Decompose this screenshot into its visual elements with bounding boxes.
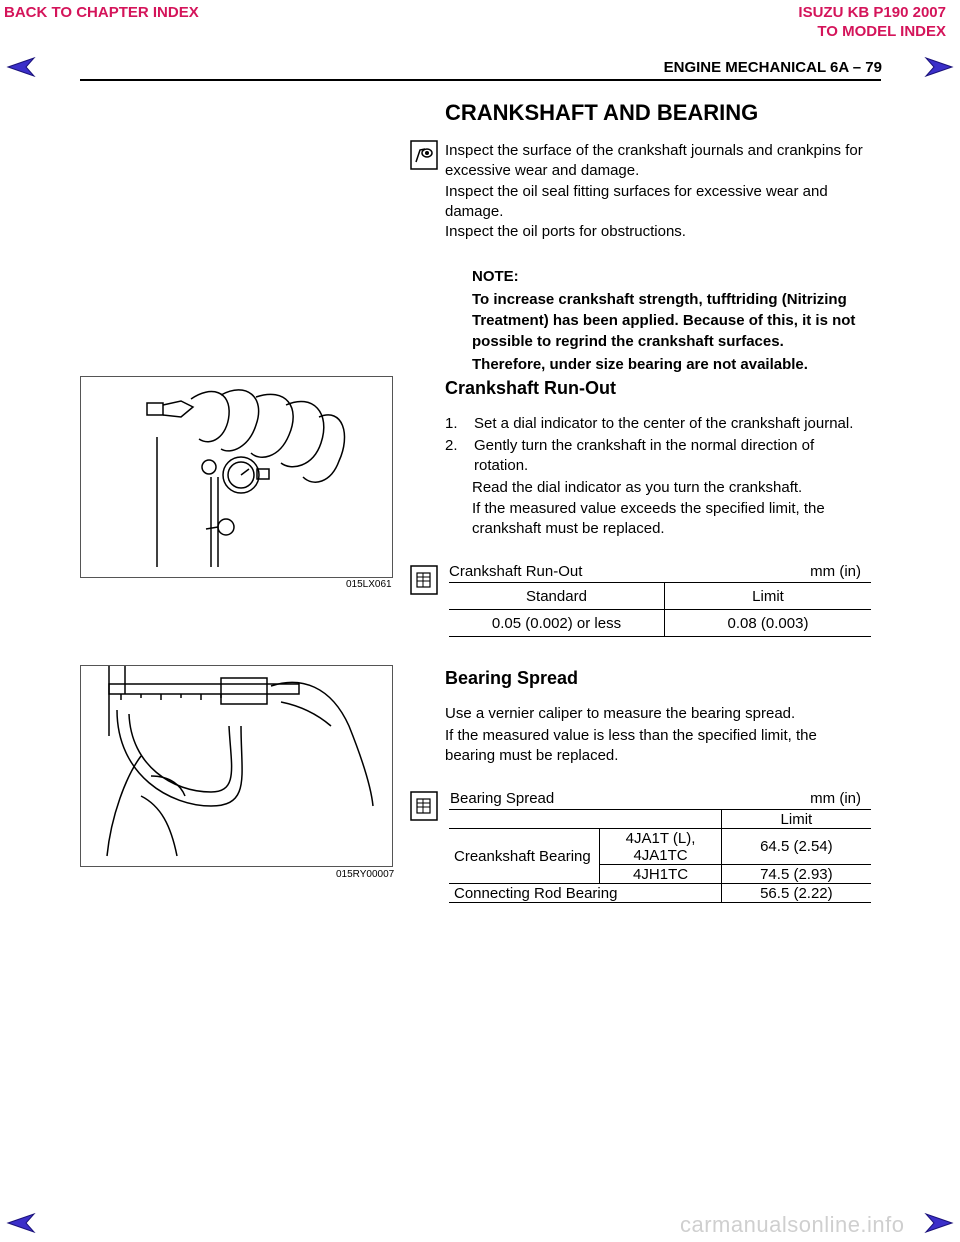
runout-col-limit: Limit (752, 587, 784, 605)
next-page-arrow-icon[interactable] (924, 56, 954, 78)
runout-step-2-limit: If the measured value exceeds the specified limit, the crankshaft must be replaced. (472, 500, 825, 537)
spread-table-caption (450, 790, 871, 807)
spread-row-crankshaft-val2: 74.5 (2.93) (760, 865, 833, 883)
runout-step-2-number: 2. (445, 437, 458, 454)
previous-page-arrow-icon-bottom[interactable] (6, 1212, 36, 1234)
note-label: NOTE: (472, 268, 519, 285)
runout-spec-table (449, 582, 871, 637)
spread-header-blank (449, 810, 721, 829)
previous-page-arrow-icon[interactable] (6, 56, 36, 78)
spread-paragraph-2: If the measured value is less than the specified limit, the bearing must be replaced. (445, 727, 817, 764)
inspect-icon (410, 140, 438, 170)
inspect-paragraph-1: Inspect the surface of the crankshaft journals and crankpins for excessive wear and damage. (445, 142, 863, 179)
header-rule (80, 79, 881, 81)
figure-caption-runout: 015LX061 (346, 579, 392, 590)
vernier-caliper-illustration (81, 666, 392, 866)
spread-heading: Bearing Spread (445, 668, 579, 688)
runout-table-title: Crankshaft Run-Out (449, 563, 583, 580)
footer-watermark: carmanualsonline.info (680, 1212, 905, 1237)
figure-caption-spread: 015RY00007 (336, 869, 395, 880)
runout-step-2: Gently turn the crankshaft in the normal direction of rotation. (474, 437, 815, 474)
runout-col-standard: Standard (449, 583, 665, 610)
spread-row-crankshaft-sub1-line2: 4JA1TC (633, 846, 688, 864)
model-title-link[interactable]: ISUZU KB P190 2007 (798, 4, 946, 21)
next-page-arrow-icon-bottom[interactable] (924, 1212, 954, 1234)
runout-step-2-read: Read the dial indicator as you turn the crankshaft. (472, 479, 803, 496)
spread-spec-table (449, 809, 871, 903)
bearing-spread-figure (80, 665, 393, 867)
spread-table-unit: mm (in) (810, 790, 861, 807)
runout-heading: Crankshaft Run-Out (445, 378, 616, 398)
runout-table-caption (449, 563, 871, 580)
spread-row-crankshaft-sub2: 4JH1TC (600, 865, 721, 884)
spread-row-crankshaft-sub1-line1: 4JA1T (L), (625, 829, 696, 847)
spread-row-conrod-label: Connecting Rod Bearing (449, 884, 721, 903)
spread-table-title: Bearing Spread (450, 790, 555, 807)
note-text: To increase crankshaft strength, tufftriding (Nitrizing Treatment) has been applied. Because of this, it is not possible to regrind the crankshaft surfaces. (472, 291, 856, 350)
page-title: CRANKSHAFT AND BEARING (445, 100, 759, 125)
crankshaft-dial-indicator-illustration (81, 377, 392, 577)
runout-limit-value: 0.08 (0.003) (727, 614, 809, 632)
spread-row-crankshaft-label: Creankshaft Bearing (449, 829, 600, 884)
spread-row-crankshaft-sub1 (600, 829, 721, 865)
runout-standard-value: 0.05 (0.002) or less (449, 610, 665, 637)
back-to-chapter-index-link[interactable]: BACK TO CHAPTER INDEX (4, 4, 199, 21)
inspect-paragraph-3: Inspect the oil ports for obstructions. (445, 223, 686, 240)
runout-step-1-number: 1. (445, 415, 458, 432)
specification-icon (410, 791, 438, 821)
to-model-index-link[interactable]: TO MODEL INDEX (817, 23, 946, 40)
spread-paragraph-1: Use a vernier caliper to measure the bearing spread. (445, 705, 796, 722)
section-header: ENGINE MECHANICAL 6A – 79 (663, 59, 882, 76)
spread-col-limit: Limit (780, 810, 813, 828)
inspect-paragraph-2: Inspect the oil seal fitting surfaces for excessive wear and damage. (445, 183, 828, 220)
specification-icon (410, 565, 438, 595)
spread-row-crankshaft-val1: 64.5 (2.54) (760, 838, 833, 855)
crankshaft-runout-figure (80, 376, 393, 578)
runout-table-unit: mm (in) (810, 563, 861, 580)
runout-step-1: Set a dial indicator to the center of the crankshaft journal. (474, 415, 854, 432)
note-text-2: Therefore, under size bearing are not available. (472, 356, 808, 373)
spread-row-conrod-val: 56.5 (2.22) (760, 884, 833, 902)
